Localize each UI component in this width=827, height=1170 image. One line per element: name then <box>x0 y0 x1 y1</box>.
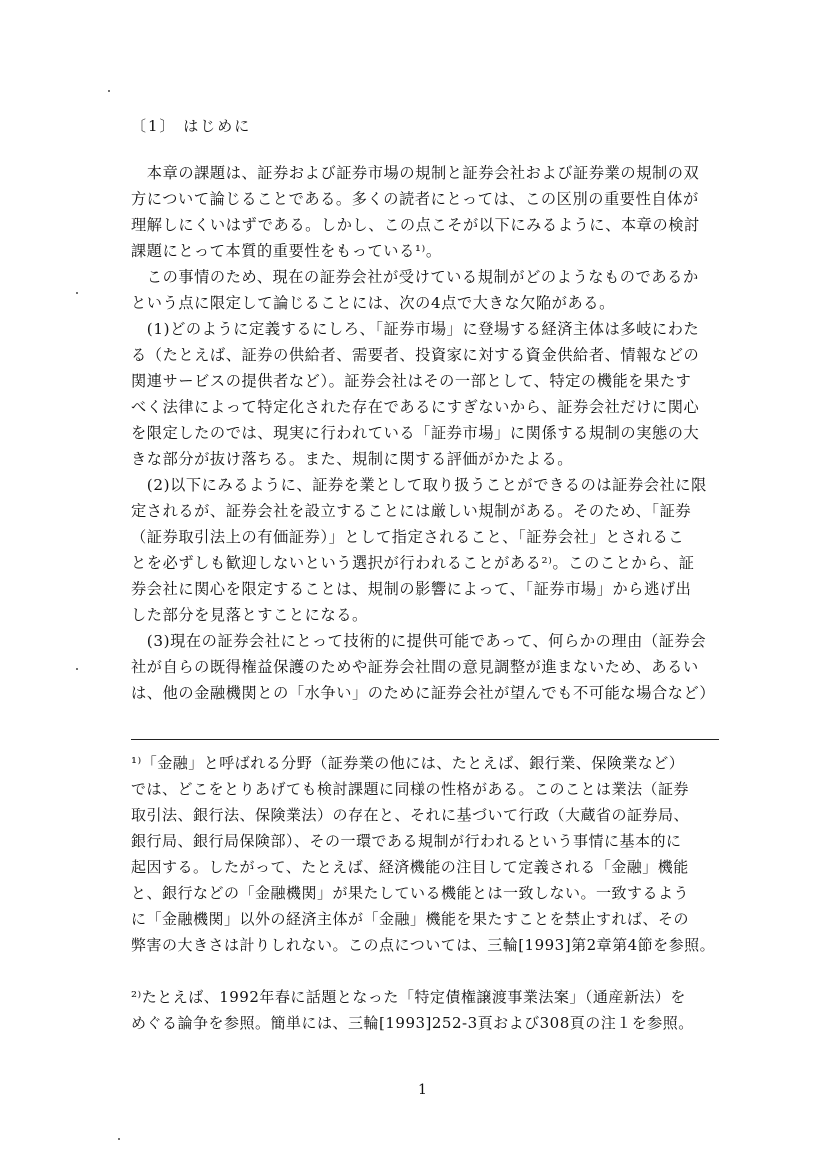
body-line: 定されるが、証券会社を設立することには厳しい規制がある。そのため、「証券 <box>131 502 692 520</box>
body-line: を限定したのでは、現実に行われている「証券市場」に関係する規制の実態の大 <box>131 424 700 442</box>
scan-speck <box>76 292 78 294</box>
footnote-line: 取引法、銀行法、保険業法）の存在と、それに基づいて行政（大蔵省の証券局、 <box>131 806 690 824</box>
footnote-line: 銀行局、銀行局保険部）、その一環である規制が行われるという事情に基本的に <box>131 832 682 850</box>
body-line: 社が自らの既得権益保護のためや証券会社間の意見調整が進まないため、あるい <box>131 658 699 676</box>
body-line: べく法律によって特定化された存在であるにすぎないから、証券会社だけに関心 <box>131 398 700 416</box>
body-line: とを必ずしも歓迎しないという選択が行われることがある²⁾。このことから、証 <box>131 554 695 572</box>
footnote-line: ¹⁾「金融」と呼ばれる分野（証券業の他には、たとえば、銀行業、保険業など） <box>131 754 685 772</box>
body-line: （証券取引法上の有価証券）」として指定されること、「証券会社」とされるこ <box>131 528 685 546</box>
body-line: 方について論じることである。多くの読者にとっては、この区別の重要性自体が <box>131 190 699 208</box>
footnote-line: では、どこをとりあげても検討課題に同様の性格がある。このことは業法（証券 <box>131 780 690 798</box>
body-line: 本章の課題は、証券および証券市場の規制と証券会社および証券業の規制の双 <box>131 164 700 182</box>
body-line: (2)以下にみるように、証券を業として取り扱うことができるのは証券会社に限 <box>131 476 707 494</box>
body-line: (1)どのように定義するにしろ、「証券市場」に登場する経済主体は多岐にわた <box>131 320 700 338</box>
body-line: (3)現在の証券会社にとって技術的に提供可能であって、何らかの理由（証券会 <box>131 632 707 650</box>
section-heading: 〔1〕 はじめに <box>131 117 252 135</box>
footnote-line: に「金融機関」以外の経済主体が「金融」機能を果たすことを禁止すれば、その <box>131 910 690 928</box>
body-line: は、他の金融機関との「水争い」のために証券会社が望んでも不可能な場合など） <box>131 684 716 702</box>
footnote-line: 弊害の大きさは計りしれない。この点については、三輪[1993]第2章第4節を参照。 <box>131 936 716 954</box>
body-line: 課題にとって本質的重要性をもっている¹⁾。 <box>131 242 442 260</box>
body-line: る（たとえば、証券の供給者、需要者、投資家に対する資金供給者、情報などの <box>131 346 700 364</box>
body-line: 理解しにくいはずである。しかし、この点こそが以下にみるように、本章の検討 <box>131 216 700 234</box>
page-number: 1 <box>418 1082 427 1098</box>
scan-speck <box>76 668 78 670</box>
footnote-line: ²⁾たとえば、1992年春に話題となった「特定債権譲渡事業法案」（通産新法）を <box>131 988 686 1006</box>
body-line: 券会社に関心を限定することは、規制の影響によって、「証券市場」から逃げ出 <box>131 580 692 598</box>
body-line: した部分を見落とすことになる。 <box>131 606 368 624</box>
scan-speck <box>108 90 110 92</box>
footnote-line: と、銀行などの「金融機関」が果たしている機能とは一致しない。一致するよう <box>131 884 690 902</box>
footnote-separator <box>131 739 719 740</box>
scan-speck <box>118 1138 120 1140</box>
body-line: 関連サービスの提供者など）。証券会社はその一部として、特定の機能を果たす <box>131 372 692 390</box>
body-line: この事情のため、現在の証券会社が受けている規制がどのようなものであるか <box>131 268 699 286</box>
footnote-line: めぐる論争を参照。簡単には、三輪[1993]252-3頁および308頁の注１を参照。 <box>131 1014 694 1032</box>
footnote-line: 起因する。したがって、たとえば、経済機能の注目して定義される「金融」機能 <box>131 858 689 876</box>
body-line: という点に限定して論じることには、次の4点で大きな欠陥がある。 <box>131 294 615 312</box>
body-line: きな部分が抜け落ちる。また、規制に関する評価がかたよる。 <box>131 450 574 468</box>
